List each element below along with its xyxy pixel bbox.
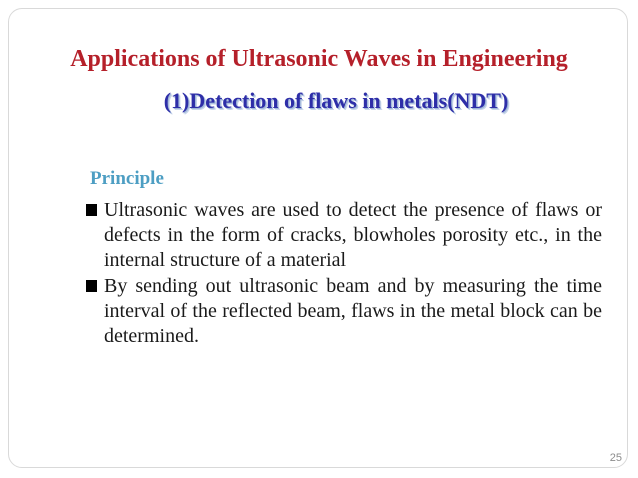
bullet-list [86,198,602,350]
slide-title: Applications of Ultrasonic Waves in Engineering [70,46,568,72]
page-number: 25 [609,452,622,464]
square-bullet-icon [86,198,104,216]
slide-subtitle: (1)Detection of flaws in metals(NDT) [163,88,509,113]
bullet-text: Ultrasonic waves are used to detect the presence of flaws or defects in the form of cracks, blowholes porosity etc., in the internal structure of a material [104,199,602,271]
section-heading-principle: Principle [90,168,164,189]
bullet-item [86,198,602,273]
bullet-item [86,274,602,349]
bullet-text: By sending out ultrasonic beam and by measuring the time interval of the reflected beam, flaws in the metal block can be determined. [104,275,602,347]
square-bullet-icon [86,274,104,292]
